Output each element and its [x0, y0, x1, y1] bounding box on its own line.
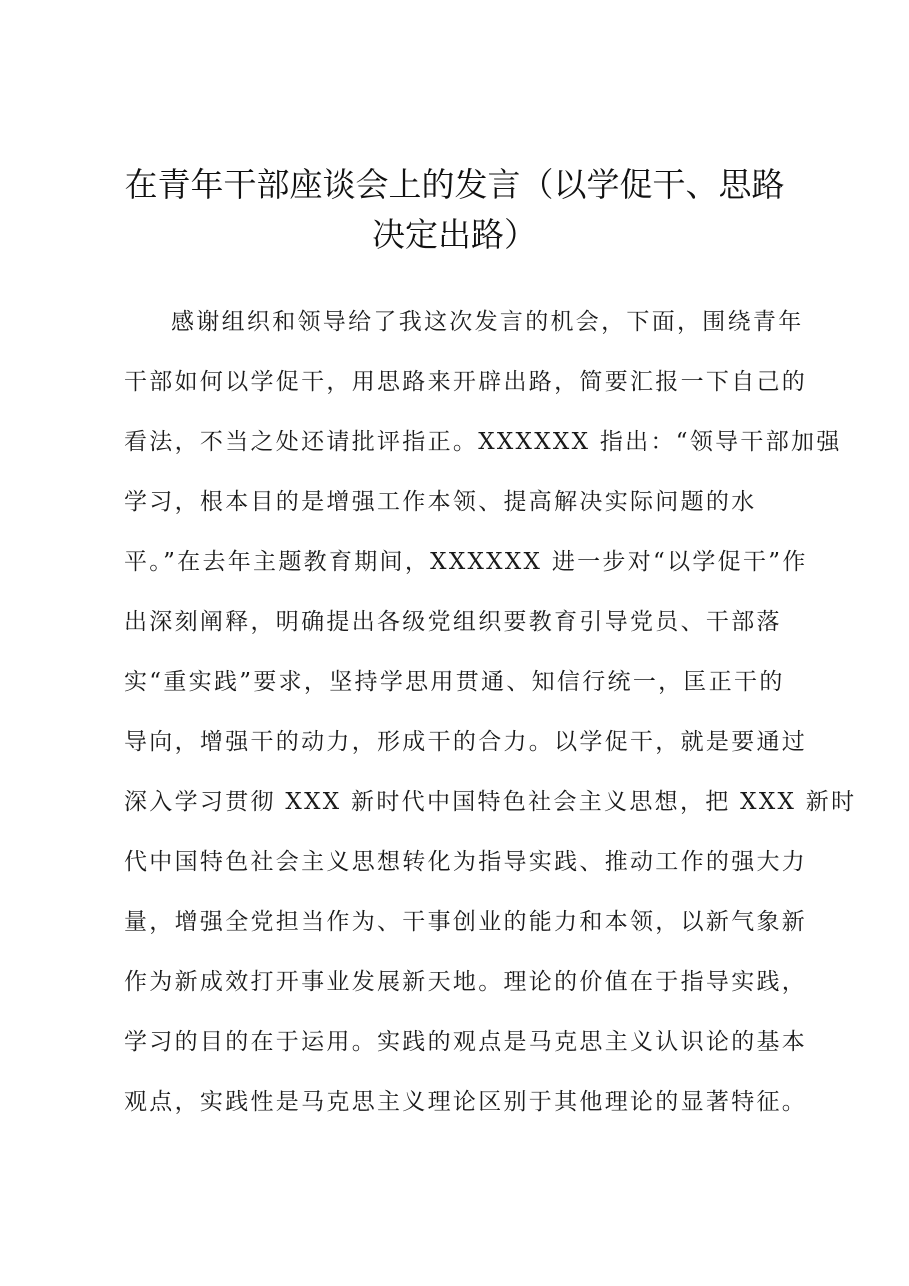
- body-line: 量，增强全党担当作为、干事创业的能力和本领，以新气象新: [124, 909, 808, 935]
- body-line: 学习的目的在于运用。实践的观点是马克思主义认识论的基本: [124, 1029, 808, 1055]
- body-line: 感谢组织和领导给了我这次发言的机会，下面，围绕青年: [171, 309, 804, 335]
- body-line: 出深刻阐释，明确提出各级党组织要教育引导党员、干部落: [124, 609, 782, 635]
- body-line: 平。”在去年主题教育期间，XXXXXX 进一步对“以学促干”作: [124, 549, 808, 575]
- body-line: 看法，不当之处还请批评指正。XXXXXX 指出：“领导干部加强: [124, 429, 842, 455]
- body-line: 作为新成效打开事业发展新天地。理论的价值在于指导实践，: [124, 969, 808, 995]
- body-line: 代中国特色社会主义思想转化为指导实践、推动工作的强大力: [124, 849, 808, 875]
- title-line-2: 决定出路）: [372, 215, 537, 254]
- body-line: 干部如何以学促干，用思路来开辟出路，简要汇报一下自己的: [124, 369, 808, 395]
- body-line: 观点，实践性是马克思主义理论区别于其他理论的显著特征。: [124, 1089, 808, 1115]
- body-paragraph: [124, 292, 857, 1132]
- body-line: 实“重实践”要求，坚持学思用贯通、知信行统一，匡正干的: [124, 669, 785, 695]
- title-line-1: 在青年干部座谈会上的发言（以学促干、思路: [124, 165, 785, 204]
- body-line: 导向，增强干的动力，形成干的合力。以学促干，就是要通过: [124, 729, 808, 755]
- document-title: [100, 160, 809, 260]
- body-line: 学习，根本目的是增强工作本领、提高解决实际问题的水: [124, 489, 757, 515]
- body-line: 深入学习贯彻 XXX 新时代中国特色社会主义思想，把 XXX 新时: [124, 789, 857, 815]
